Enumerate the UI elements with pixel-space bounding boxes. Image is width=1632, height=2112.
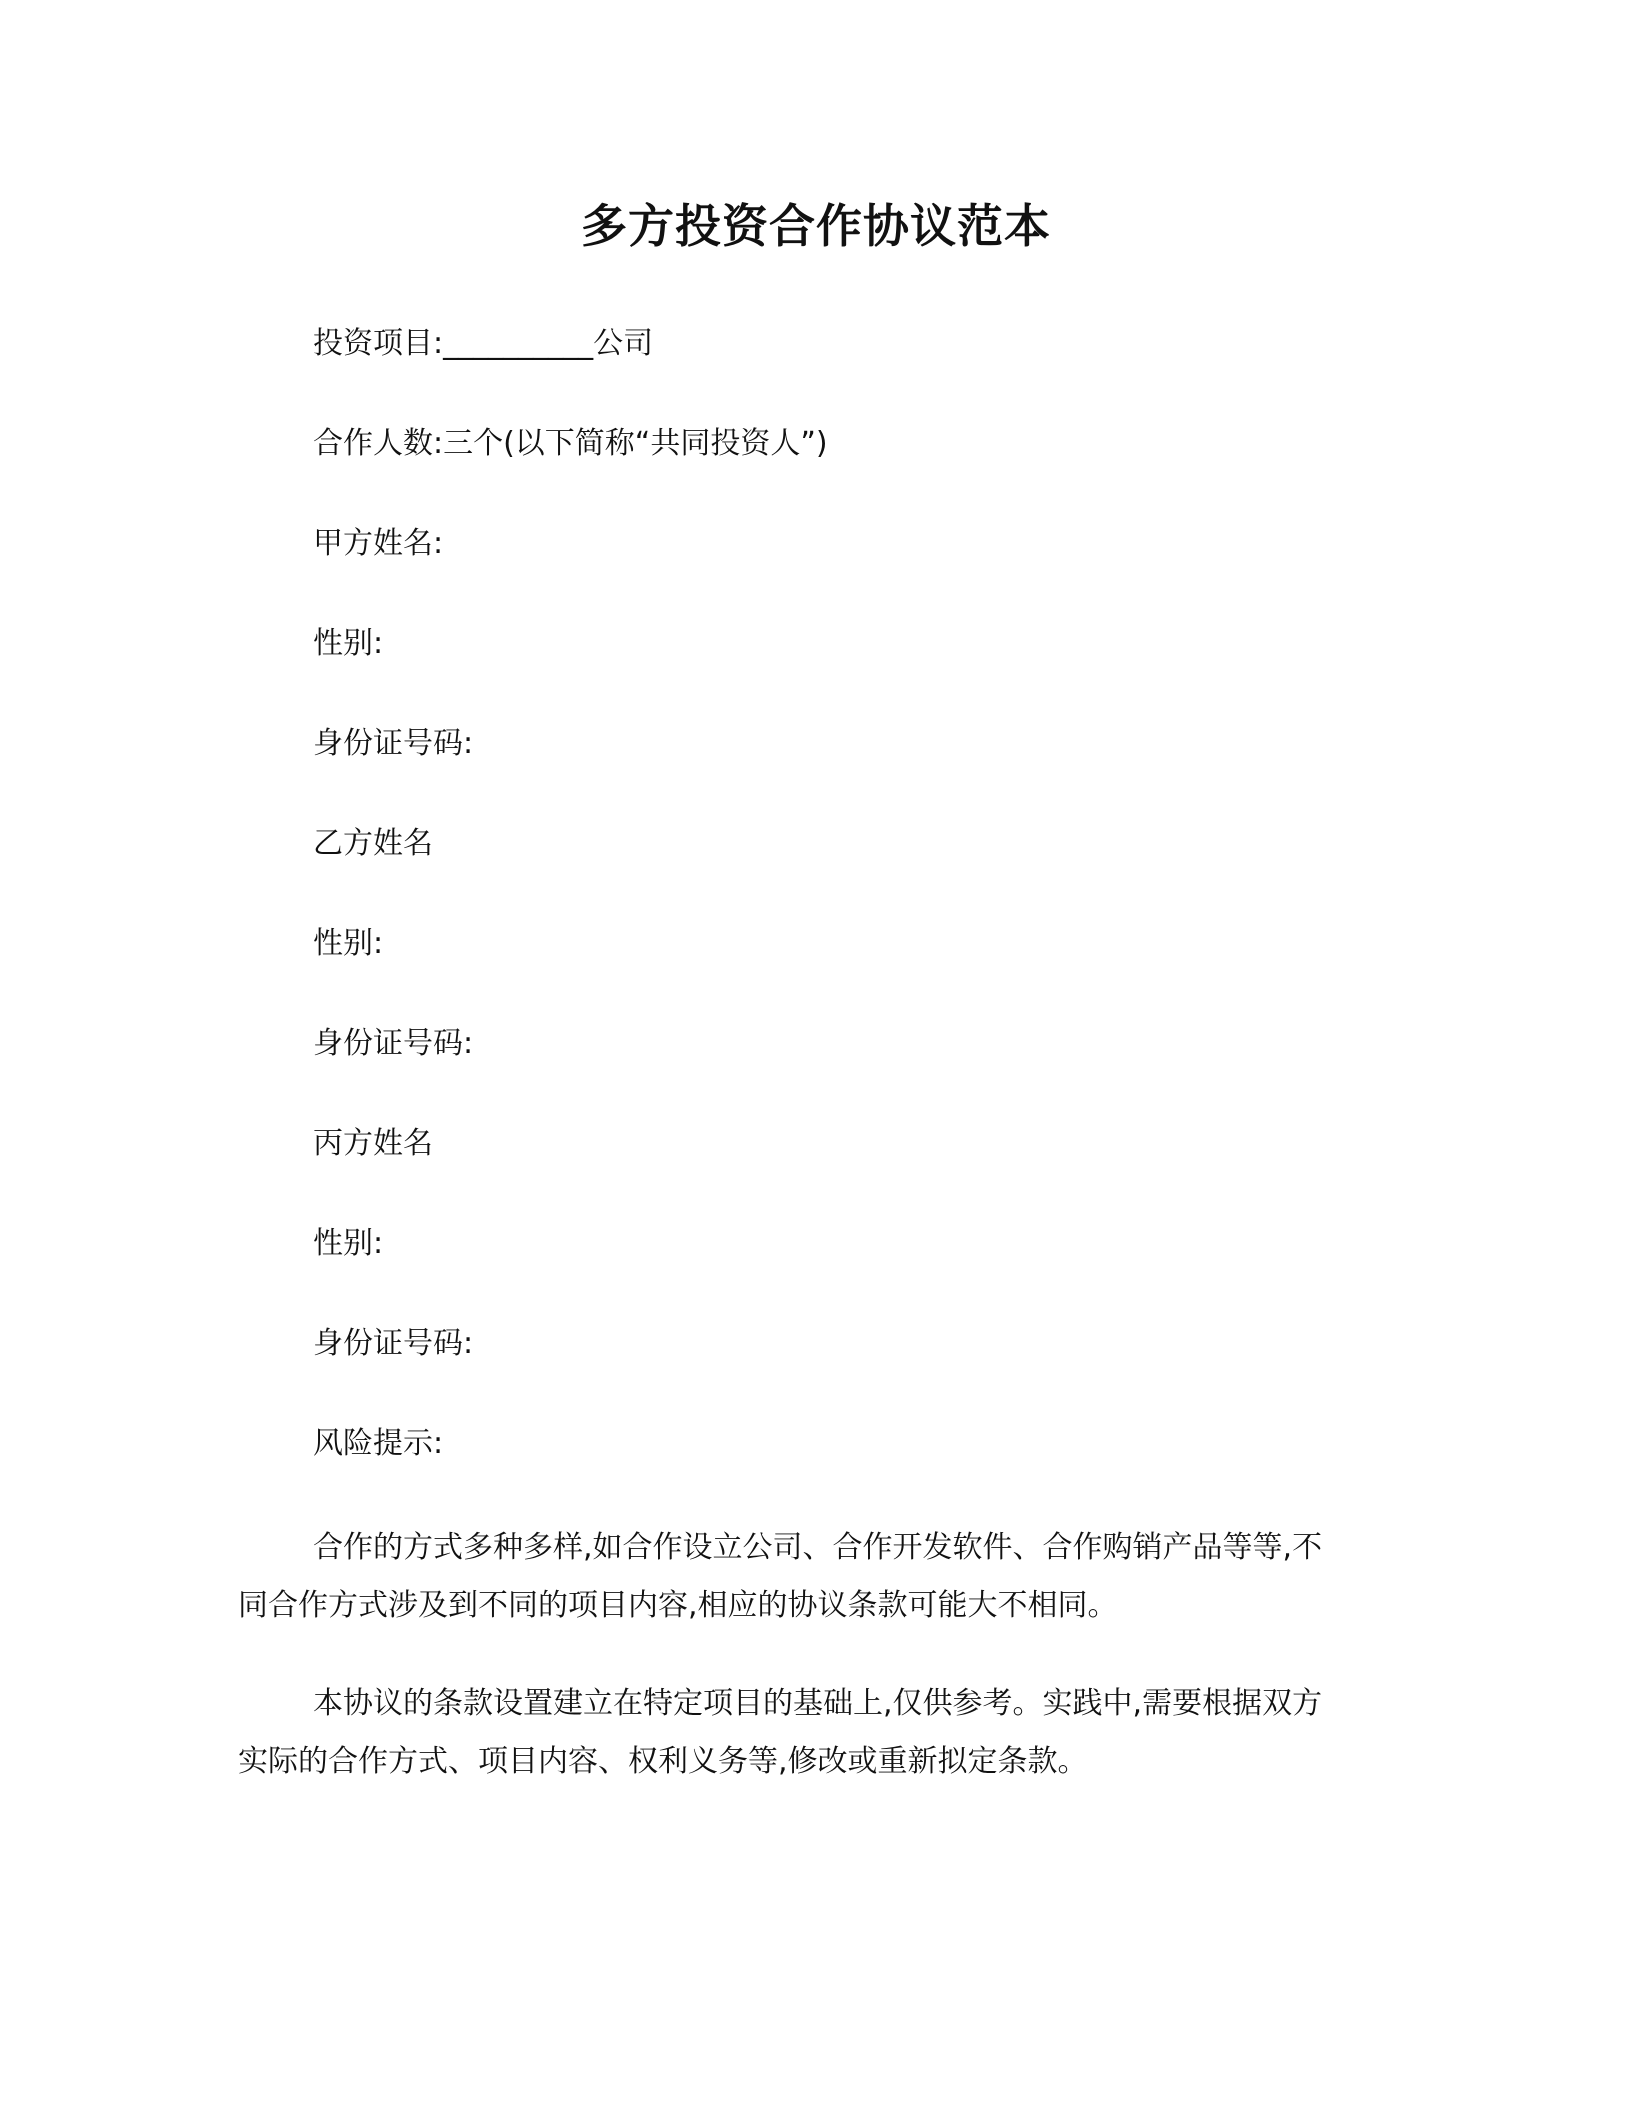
- document-title: 多方投资合作协议范本: [581, 199, 1051, 253]
- party-b-id-label: 身份证号码:: [313, 1026, 474, 1061]
- risk-notice-heading: 风险提示:: [313, 1426, 444, 1461]
- party-a-id-label: 身份证号码:: [313, 726, 474, 761]
- party-a-name-label: 甲方姓名:: [313, 526, 444, 561]
- risk-paragraph-1: [238, 1519, 1388, 1635]
- partner-count-field: 合作人数:三个(以下简称“共同投资人”): [313, 426, 828, 461]
- party-b-gender-label: 性别:: [313, 926, 384, 961]
- risk-paragraph-2-line-2: 实际的合作方式、项目内容、权利义务等,修改或重新拟定条款。: [238, 1744, 1088, 1779]
- risk-paragraph-2: [238, 1675, 1388, 1791]
- party-c-id-label: 身份证号码:: [313, 1326, 474, 1361]
- risk-paragraph-1-line-1: 合作的方式多种多样,如合作设立公司、合作开发软件、合作购销产品等等,不: [313, 1530, 1323, 1565]
- party-c-gender-label: 性别:: [313, 1226, 384, 1261]
- party-c-name-label: 丙方姓名: [313, 1126, 433, 1161]
- risk-paragraph-1-line-2: 同合作方式涉及到不同的项目内容,相应的协议条款可能大不相同。: [238, 1588, 1118, 1623]
- party-a-gender-label: 性别:: [313, 626, 384, 661]
- risk-paragraph-2-line-1: 本协议的条款设置建立在特定项目的基础上,仅供参考。实践中,需要根据双方: [313, 1686, 1323, 1721]
- investment-project-field: 投资项目:__________公司: [313, 326, 654, 361]
- party-b-name-label: 乙方姓名: [313, 826, 433, 861]
